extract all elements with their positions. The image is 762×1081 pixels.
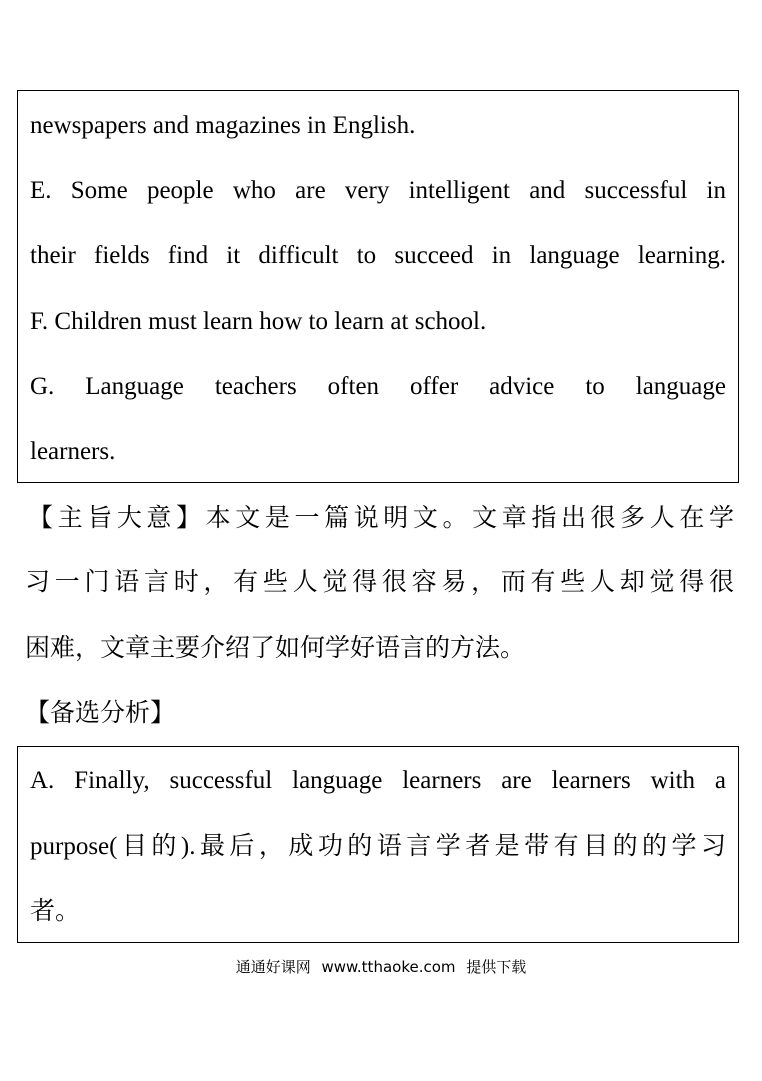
footer-suffix: 提供下载	[466, 958, 527, 976]
footer-site-name: 通通好课网	[235, 958, 311, 976]
analysis-heading: 【备选分析】	[25, 698, 176, 727]
options-box	[17, 90, 739, 483]
summary-line-3: 困难，文章主要介绍了如何学好语言的方法。	[25, 633, 526, 662]
summary-line-1: 【主旨大意】本文是一篇说明文。文章指出很多人在学	[28, 503, 734, 532]
options-line-4: F. Children must learn how to learn at school.	[30, 308, 487, 335]
analysis-line-1: A. Finally, successful language learners are learners with a	[30, 767, 726, 794]
footer-url[interactable]: www.tthaoke.com	[321, 958, 456, 976]
analysis-line-2: purpose(目的).最后，成功的语言学者是带有目的的学习	[30, 833, 726, 860]
options-line-5: G. Language teachers often offer advice to language	[30, 373, 726, 400]
summary-line-2: 习一门语言时，有些人觉得很容易，而有些人却觉得很	[25, 567, 734, 596]
options-line-2: E. Some people who are very intelligent and successful in	[30, 177, 726, 204]
page-footer	[0, 955, 762, 979]
analysis-line-3: 者。	[30, 898, 81, 925]
options-line-1: newspapers and magazines in English.	[30, 112, 416, 139]
analysis-box	[17, 746, 739, 943]
options-line-6: learners.	[30, 438, 116, 465]
options-line-3: their fields find it difficult to succeed in language learning.	[30, 242, 726, 269]
